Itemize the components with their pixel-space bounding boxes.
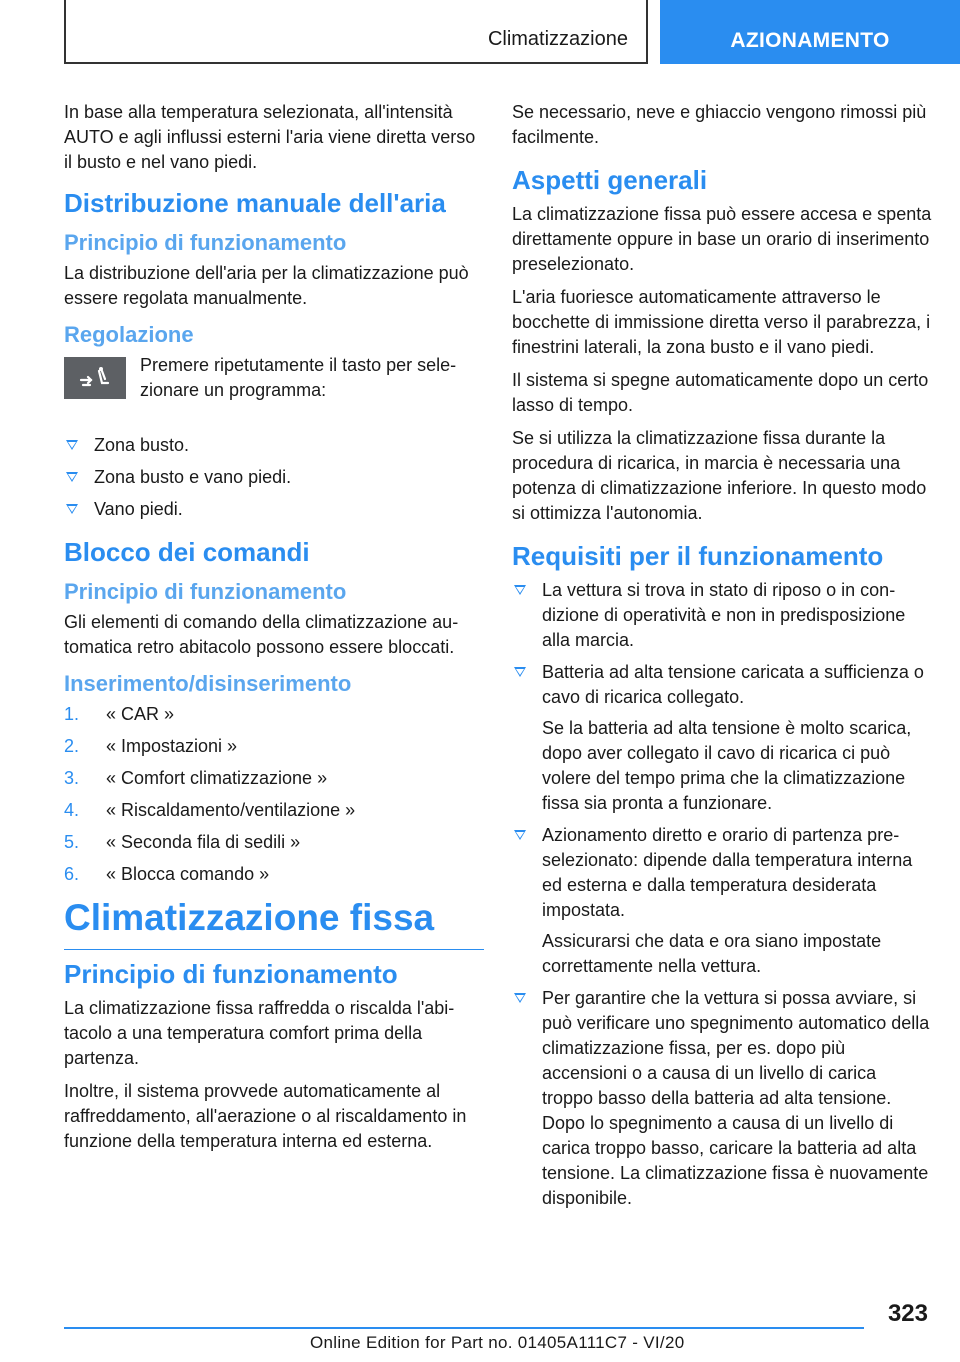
general-paragraph-4: Se si utilizza la climatizzazione fissa durante la procedura di ricarica, in marcia è necessaria una potenza di climatizzazione inferiore. In questo modo si ottimizza l'autonomia. xyxy=(512,428,927,523)
heading-requirements: Requisiti per il funzionamento xyxy=(512,541,884,571)
triangle-bullet-icon xyxy=(66,504,78,514)
list-item: La vettura si trova in stato di riposo o in condizione di operatività e non in predisposizione alla marcia. xyxy=(512,578,932,653)
principle-2-text: Gli elementi di comando della climatizzazione automatica retro abitacolo possono essere bloccati. xyxy=(64,612,459,657)
list-item: 5. « Seconda fila di sedili » xyxy=(64,832,301,852)
triangle-bullet-icon xyxy=(66,472,78,482)
list-item: Zona busto e vano piedi. xyxy=(64,465,484,490)
general-paragraph-2: L'aria fuoriesce automaticamente attraverso le bocchette di immissione diretta verso il parabrezza, i finestrini laterali, la zona busto e il vano piedi. xyxy=(512,287,931,357)
heading-toggle: Inserimento/disinserimento xyxy=(64,671,352,696)
list-item: 6. « Blocca comando » xyxy=(64,864,270,884)
footer-divider xyxy=(64,1327,864,1329)
snow-paragraph: Se necessario, neve e ghiaccio vengono rimossi più facilmente. xyxy=(512,102,927,147)
list-item: Batteria ad alta tensione caricata a sufficienza o cavo di ricarica collegato. Se la batteria ad alta tensione è molto scarica, dopo aver collegato il cavo di ricarica ci può volere del tempo prima che la climatizzazione fissa sia pronta a funzionare. xyxy=(512,660,932,816)
button-instruction-text: Premere ripetutamente il tasto per selezionare un programma: xyxy=(140,355,457,400)
steps-list xyxy=(64,702,484,887)
page-number: 323 xyxy=(887,1300,928,1327)
footer-edition: Online Edition for Part no. 01405A111C7 - VI/20 xyxy=(310,1333,685,1352)
heading-principle-2: Principio di funzionamento xyxy=(64,579,347,604)
right-column xyxy=(512,100,932,1218)
list-item: Zona busto. xyxy=(64,433,484,458)
header-chapter-tab: AZIONAMENTO xyxy=(660,0,960,64)
list-item: 3. « Comfort climatizzazione » xyxy=(64,768,328,788)
heading-manual-distribution: Distribuzione manuale dell'aria xyxy=(64,188,446,218)
principle-1-text: La distribuzione dell'aria per la climatizzazione può essere regolata manualmente. xyxy=(64,263,469,308)
list-item: 2. « Impostazioni » xyxy=(64,736,238,756)
list-item: Vano piedi. xyxy=(64,497,484,522)
list-item: 4. « Riscaldamento/ventilazione » xyxy=(64,800,356,820)
triangle-bullet-icon xyxy=(514,993,526,1003)
list-item: Per garantire che la vettura si possa avviare, si può verificare uno spegnimento automatico della climatizzazione fissa, per es. dopo più accensioni o a causa di un livello di carica troppo basso della batteria ad alta tensione. Dopo lo spegnimento a causa di un livello di carica troppo basso, caricare la batteria ad alta tensione. La climatizzazione fissa è nuovamente disponibile. xyxy=(512,986,932,1211)
triangle-bullet-icon xyxy=(514,830,526,840)
requirement-note: Se la batteria ad alta tensione è molto scarica, dopo aver collegato il cavo di ricarica ci può volere del tempo prima che la climatizzazione fissa sia pronta a funzionare. xyxy=(542,718,912,813)
button-instruction xyxy=(64,353,484,433)
general-paragraph-1: La climatizzazione fissa può essere accesa e spenta direttamente oppure in base un orario di inserimento preselezionato. xyxy=(512,204,932,274)
heading-general: Aspetti generali xyxy=(512,165,708,195)
heading-regolazione: Regolazione xyxy=(64,322,194,347)
list-item: 1. « CAR » xyxy=(64,704,175,724)
intro-paragraph: In base alla temperatura selezionata, all'intensità AUTO e agli influssi esterni l'aria viene diretta verso il busto e nel vano piedi. xyxy=(64,102,476,172)
requirement-note: Assicurarsi che data e ora siano impostate correttamente nella vettura. xyxy=(542,931,882,976)
list-item: Azionamento diretto e orario di partenza preselezionato: dipende dalla temperatura interna ed esterna e dalla temperatura desiderata impostata. Assicurarsi che data e ora siano impostate correttamente nella vettura. xyxy=(512,823,932,979)
triangle-bullet-icon xyxy=(514,585,526,595)
general-paragraph-3: Il sistema si spegne automaticamente dopo un certo lasso di tempo. xyxy=(512,370,929,415)
triangle-bullet-icon xyxy=(514,667,526,677)
left-column xyxy=(64,100,484,1162)
air-distribution-icon xyxy=(64,357,126,399)
heading-principle-1: Principio di funzionamento xyxy=(64,230,347,255)
heading-fixed-climate: Climatizzazione fissa xyxy=(64,895,484,950)
header-frame xyxy=(64,0,648,64)
principle-3-paragraph-2: Inoltre, il sistema provvede automaticamente al raffreddamento, all'aerazione o al riscaldamento in funzione della temperatura interna ed esterna. xyxy=(64,1081,467,1151)
principle-3-paragraph-1: La climatizzazione fissa raffredda o riscalda l'abitacolo a una temperatura comfort prima della partenza. xyxy=(64,998,455,1068)
heading-lock-controls: Blocco dei comandi xyxy=(64,537,310,567)
program-list xyxy=(64,433,484,522)
header-section-title: Climatizzazione xyxy=(487,28,628,50)
triangle-bullet-icon xyxy=(66,440,78,450)
heading-principle-3: Principio di funzionamento xyxy=(64,959,398,989)
requirements-list xyxy=(512,578,932,1211)
